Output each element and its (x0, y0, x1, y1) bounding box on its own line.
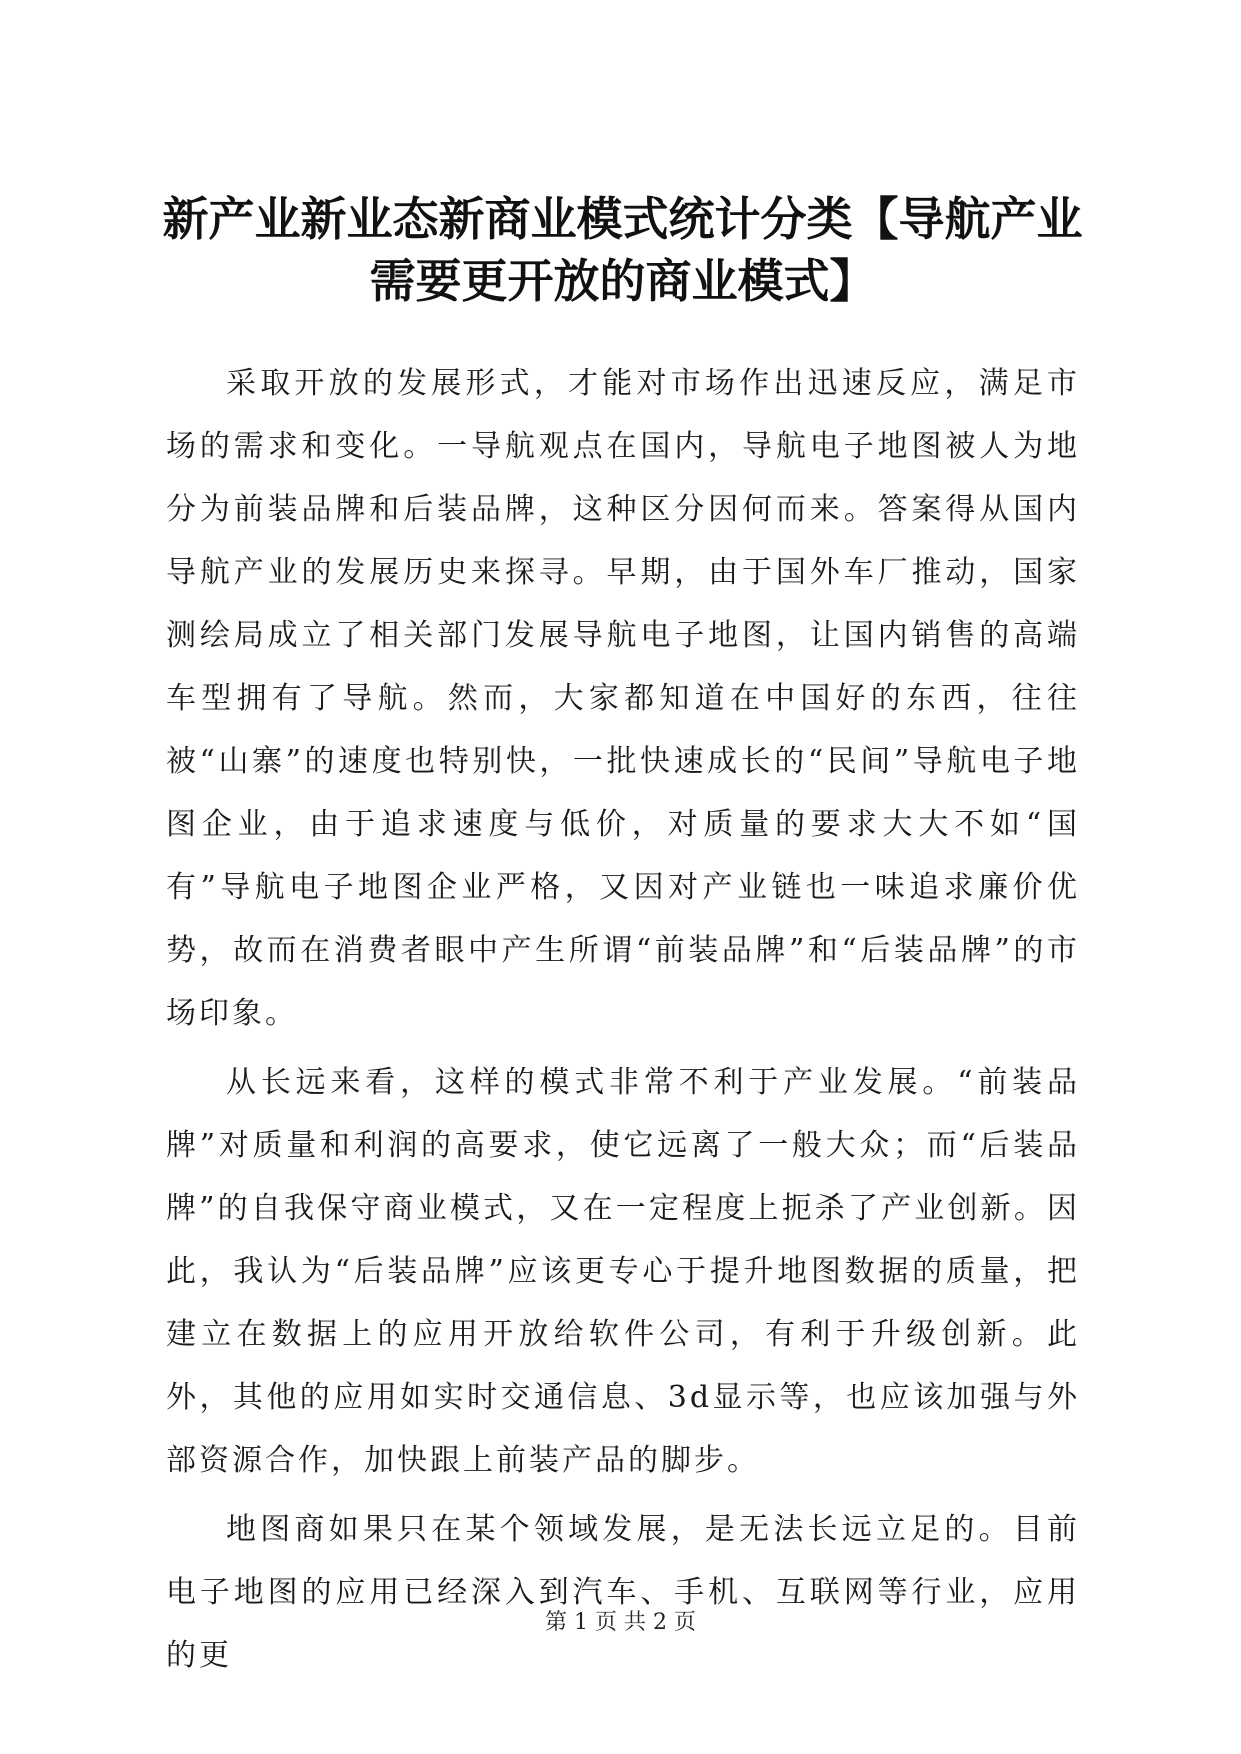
document-body (166, 352, 1080, 1693)
paragraph-3: 地图商如果只在某个领域发展，是无法长远立足的。目前电子地图的应用已经深入到汽车、手机、互联网等行业，应用的更 (166, 1512, 1080, 1673)
page-number-footer: 第 1 页 共 2 页 (545, 1610, 696, 1635)
paragraph-1: 采取开放的发展形式，才能对市场作出迅速反应，满足市场的需求和变化。一导航观点在国内，导航电子地图被人为地分为前装品牌和后装品牌，这种区分因何而来。答案得从国内导航产业的发展历史来探寻。早期，由于国外车厂推动，国家测绘局成立了相关部门发展导航电子地图，让国内销售的高端车型拥有了导航。然而，大家都知道在中国好的东西，往往被“山寨”的速度也特别快，一批快速成长的“民间”导航电子地图企业，由于追求速度与低价，对质量的要求大大不如“国有”导航电子地图企业严格，又因对产业链也一味追求廉价优势，故而在消费者眼中产生所谓“前装品牌”和“后装品牌”的市场印象。 (166, 366, 1080, 1031)
paragraph-2: 从长远来看，这样的模式非常不利于产业发展。“前装品牌”对质量和利润的高要求，使它远离了一般大众；而“后装品牌”的自我保守商业模式，又在一定程度上扼杀了产业创新。因此，我认为“后装品牌”应该更专心于提升地图数据的质量，把建立在数据上的应用开放给软件公司，有利于升级创新。此外，其他的应用如实时交通信息、3d显示等，也应该加强与外部资源合作，加快跟上前装产品的脚步。 (166, 1065, 1080, 1478)
document-title: 新产业新业态新商业模式统计分类【导航产业需要更开放的商业模式】 (162, 192, 1083, 308)
